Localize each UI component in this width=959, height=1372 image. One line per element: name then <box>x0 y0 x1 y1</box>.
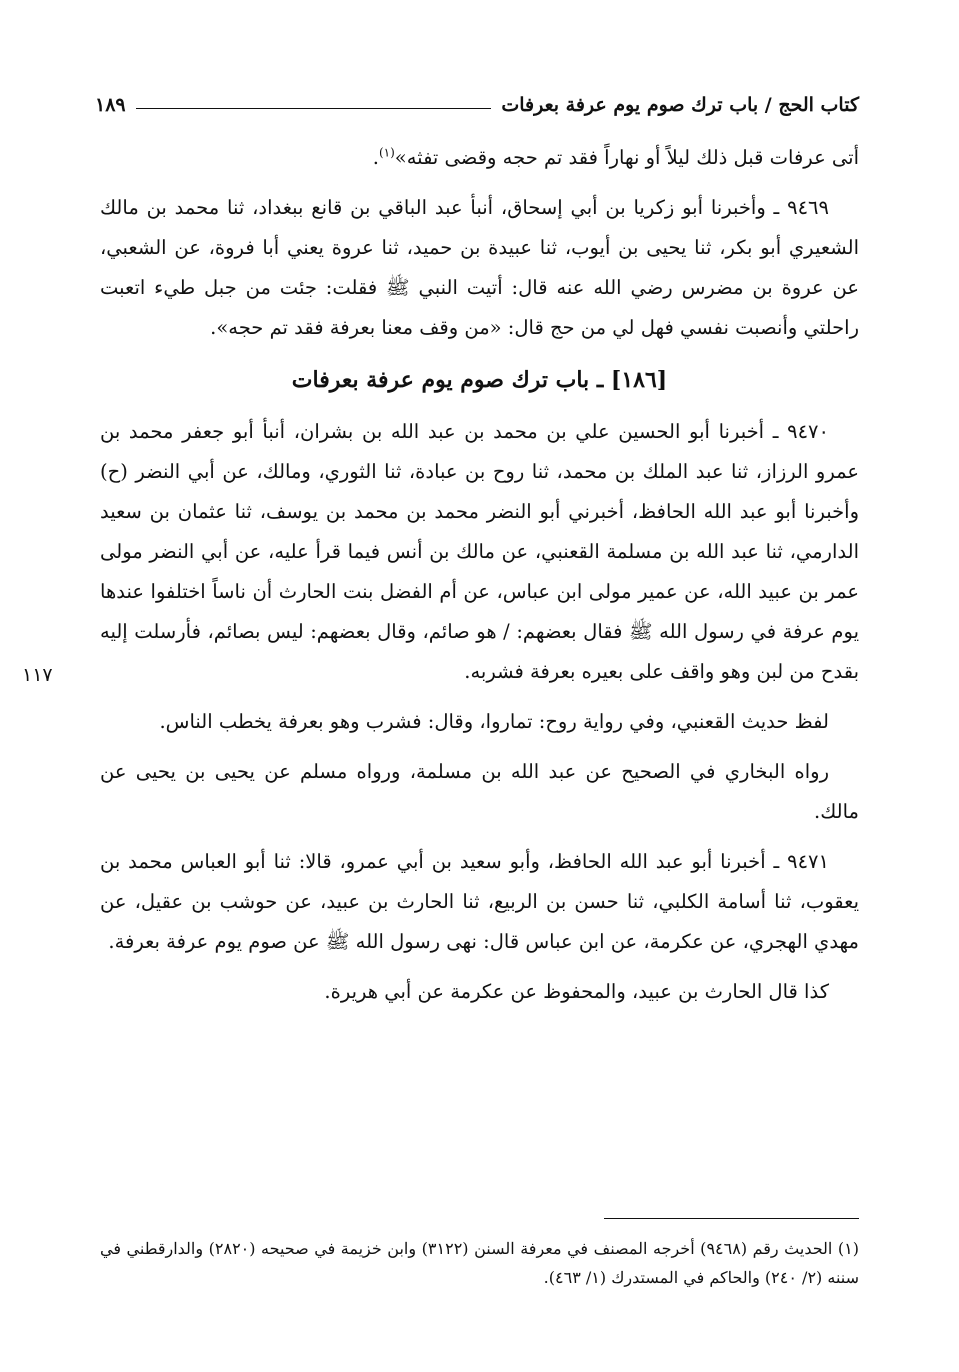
header-rule <box>136 108 492 109</box>
hadith-9469: ٩٤٦٩ ـ وأخبرنا أبو زكريا بن أبي إسحاق، أنبأ عبد الباقي بن قانع ببغداد، ثنا محمد بن مالك الشعيري أبو بكر، ثنا يحيى بن أيوب، ثنا عبيدة بن حميد، ثنا عروة يعني أبا فروة، عن الشعبي، عن عروة بن مضرس رضي الله عنه قال: أتيت النبي ﷺ فقلت: جئت من جبل طيء اتعبت راحلتي وأنصبت نفسي فهل لي من حج قال: «من وقف معنا بعرفة فقد تم حجه». <box>100 196 859 339</box>
footnote-text: (١) الحديث رقم (٩٤٦٨) أخرجه المصنف في معرفة السنن (٣١٢٢) وابن خزيمة في صحيحه (٢٨٢٠) والدارقطني في سننه (٢/ ٢٤٠) والحاكم في المستدرك (١/ ٤٦٣). <box>100 1239 860 1287</box>
hadith-9471: ٩٤٧١ ـ أخبرنا أبو عبد الله الحافظ، وأبو سعيد بن أبي عمرو، قالا: ثنا أبو العباس محمد بن يعقوب، ثنا أسامة الكلبي، ثنا حسن بن الربيع، ثنا الحارث بن عبيد، عن حوشب بن عقيل، عن مهدي الهجري، عن عكرمة، عن ابن عباس قال: نهى رسول الله ﷺ عن صوم يوم عرفة بعرفة. <box>100 850 859 953</box>
paragraph-continuation-end: . <box>372 146 379 169</box>
page-header <box>95 82 859 116</box>
page-number: ١٨٩ <box>95 94 126 116</box>
commentary-paragraph-3: كذا قال الحارث بن عبيد، والمحفوظ عن عكرمة عن أبي هريرة. <box>324 980 829 1003</box>
hadith-9470: ٩٤٧٠ ـ أخبرنا أبو الحسين علي بن محمد بن عبد الله بن بشران، أنبأ أبو جعفر محمد بن عمرو الرزاز، ثنا عبد الملك بن محمد، ثنا روح بن عبادة، ثنا الثوري، ومالك، عن أبي النضر (ح) وأخبرنا أبو عبد الله الحافظ، أخبرني أبو النضر محمد بن محمد بن يوسف، ثنا عثمان بن سعيد الدارمي، ثنا عبد الله بن مسلمة القعنبي، عن مالك بن أنس فيما قرأ عليه، عن أبي النضر مولى عمر بن عبيد الله، عن عمير مولى ابن عباس، عن أم الفضل بنت الحارث أن ناساً اختلفوا عندها يوم عرفة في رسول الله ﷺ فقال بعضهم: / هو صائم، وقال بعضهم: ليس بصائم، فأرسلت إليه بقدح من لبن وهو واقف على بعيره بعرفة فشربه. <box>100 420 859 683</box>
footnote <box>100 1234 859 1292</box>
commentary-paragraph-1: لفظ حديث القعنبي، وفي رواية روح: تماروا، وقال: فشرب وهو بعرفة يخطب الناس. <box>159 710 829 733</box>
margin-page-reference: ١١٧ <box>22 664 53 686</box>
chapter-heading: [١٨٦] ـ باب ترك صوم يوم عرفة بعرفات <box>291 367 668 393</box>
main-text <box>100 138 859 1022</box>
running-title: كتاب الحج / باب ترك صوم يوم عرفة بعرفات <box>501 94 859 116</box>
footnote-rule <box>604 1218 859 1219</box>
footnote-ref: (١) <box>378 145 395 160</box>
commentary-paragraph-2: رواه البخاري في الصحيح عن عبد الله بن مسلمة، ورواه مسلم عن يحيى بن يحيى عن مالك. <box>100 760 859 823</box>
paragraph-continuation <box>100 138 859 178</box>
paragraph-continuation-text: أتى عرفات قبل ذلك ليلاً أو نهاراً فقد تم حجه وقضى تفثه» <box>394 146 859 169</box>
